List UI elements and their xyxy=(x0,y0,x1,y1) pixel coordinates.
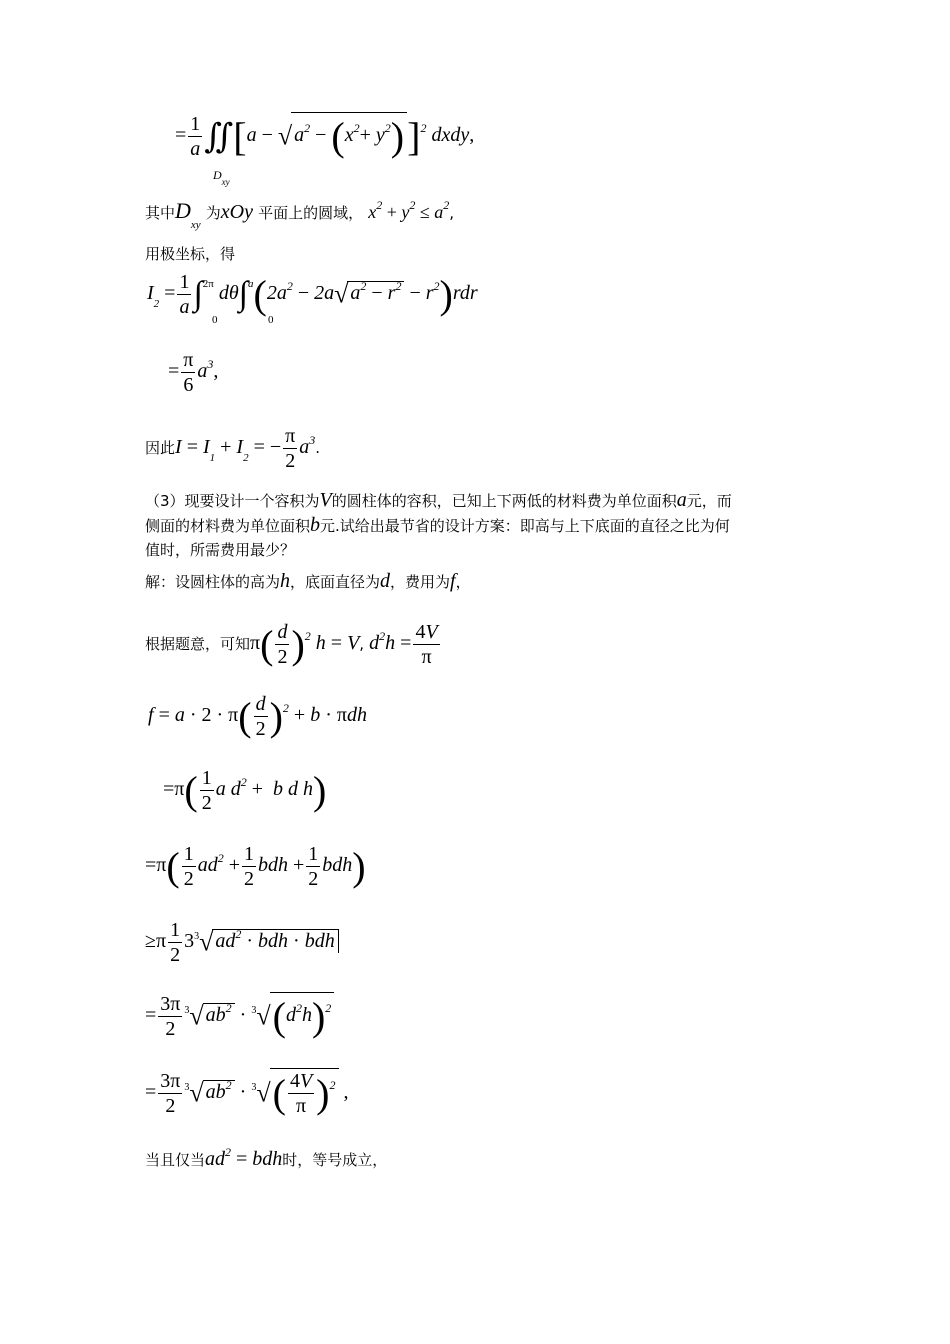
integral-domain-label: $D_{xy}$ xyxy=(213,168,230,187)
formula-line-6: 因此$I = I_1 + I_2$ = − $\frac{\pi}{2}$ $a^3$. xyxy=(145,425,321,472)
cost-line-5: = $\frac{3\pi}{2}$ $^3$√ $ab^2 \cdot ^3√(d^2h)^2$ xyxy=(145,992,334,1041)
solution-setup: 解：设圆柱体的高为h，底面直径为d，费用为f， xyxy=(145,570,471,592)
cost-line-3: =π( $\frac{1}{2}$ $ad^2$ + $\frac{1}{2}$ bdh + $\frac{1}{2}$ bdh) xyxy=(145,843,366,890)
text-qizhong: 其中 xyxy=(145,204,176,222)
cost-line-1: f = a · 2 · π( $\frac{d}{2}$ )$^2$ + b · πdh xyxy=(148,693,367,740)
text-yinci: 因此 xyxy=(145,439,176,458)
limit-zero-1: 0 xyxy=(212,314,218,326)
formula-line-1: = $\frac{1}{a}$ ∬[a − √ $a^2 - (x^2+ y^2)]^2$ dxdy, xyxy=(175,113,475,160)
cost-line-4: ≥π $\frac{1}{2}$ $3^3√$ $ad^2$ · bdh · bdh xyxy=(145,918,339,967)
volume-condition: 根据题意，可知π( $\frac{d}{2}$ )$^2$ h = V, $d^2h$ = $\frac{4V}{\pi}$ xyxy=(145,621,438,668)
text-circle-domain: 平面上的圆域， xyxy=(258,204,364,222)
cost-line-2: =π( $\frac{1}{2}$ a $d^2 + b$ d h) xyxy=(163,767,327,814)
limit-zero-2: 0 xyxy=(268,314,274,326)
problem-3-text: （3）现要设计一个容积为V的圆柱体的容积，已知上下两低的材料费为单位面积a元，而 侧面的材料费为单位面积b元.试给出最节省的设计方案：即高与上下底面的直径之比为何 值时，所需费用最少？ xyxy=(145,489,732,559)
equality-condition: 当且仅当$ad^2$ = bdh时，等号成立， xyxy=(145,1145,388,1170)
formula-line-2: 其中$D_{xy}$ 为xOy 平面上的圆域， $x^2 + y^2 \le a^2$, xyxy=(145,198,455,231)
text-wei: 为 xyxy=(205,204,221,222)
comma: , xyxy=(469,124,475,147)
cost-line-6: = $\frac{3\pi}{2}$ $^3$√ $ab^2 \cdot ^3√$( $\frac{4V}{\pi}$ )$^2$ , xyxy=(145,1070,349,1117)
formula-line-4: $I_2$ = $\frac{1}{a}$ ∫$^{2\pi}$ $d\theta\int^a(2a^2 - 2a√$ $a^2 - r^2 - r^2)rdr$ xyxy=(147,271,478,318)
formula-line-5: = $\frac{\pi}{6}$ $a^3$, xyxy=(168,349,219,396)
text-polar: 用极坐标，得 xyxy=(145,245,236,263)
